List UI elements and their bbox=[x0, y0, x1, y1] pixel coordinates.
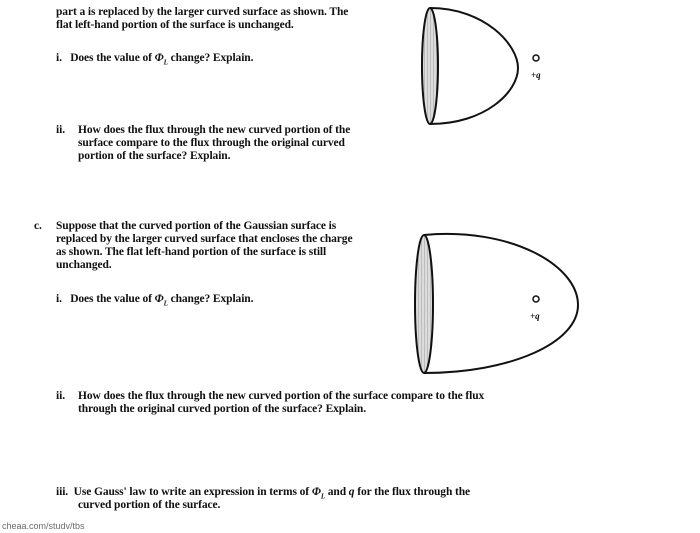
part-c-question-ii-line-2: through the original curved portion of the surface? Explain. bbox=[78, 403, 367, 415]
part-c-question-i bbox=[56, 293, 253, 310]
curved-surface bbox=[424, 234, 578, 373]
phi-l-symbol: $\Phi_L$ bbox=[154, 293, 168, 308]
point-charge bbox=[533, 55, 539, 61]
question-i bbox=[56, 52, 253, 69]
question-ii-number: ii. bbox=[56, 124, 65, 136]
gaussian-surface-figure-small bbox=[400, 0, 560, 125]
intro-line-1: part a is replaced by the larger curved surface as shown. The bbox=[56, 6, 349, 18]
source-watermark: cheaa.com/studv/tbs bbox=[2, 521, 85, 531]
question-i-text-pre: Does the value of bbox=[70, 52, 155, 64]
part-c-question-i-number: i. bbox=[56, 293, 62, 305]
gaussian-surface-figure-large bbox=[400, 225, 590, 380]
part-c-question-i-text-pre: Does the value of bbox=[70, 293, 155, 305]
part-c-question-iii-number: iii. bbox=[56, 486, 69, 498]
part-c-question-i-text-post: change? Explain. bbox=[167, 293, 254, 305]
part-c-question-iii-text-mid: and bbox=[325, 486, 349, 498]
part-c-line-3: as shown. The flat left-hand portion of the surface is still bbox=[56, 246, 327, 258]
charge-label: +q bbox=[531, 70, 541, 80]
part-c-question-iii-text-pre: Use Gauss' law to write an expression in terms of bbox=[73, 486, 312, 498]
intro-line-2: flat left-hand portion of the surface is unchanged. bbox=[56, 19, 294, 31]
phi-l-symbol: $\Phi_L$ bbox=[154, 52, 168, 67]
curved-surface bbox=[430, 8, 518, 124]
part-c-question-iii-line-2: curved portion of the surface. bbox=[78, 499, 221, 511]
q-symbol: q bbox=[348, 486, 355, 498]
question-ii-line-2: surface compare to the flux through the original curved bbox=[78, 137, 345, 149]
point-charge bbox=[533, 296, 539, 302]
question-i-number: i. bbox=[56, 52, 62, 64]
question-ii-line-3: portion of the surface? Explain. bbox=[78, 150, 231, 162]
question-i-text-post: change? Explain. bbox=[167, 52, 254, 64]
part-c-question-iii-text-post: for the flux through the bbox=[354, 486, 471, 498]
question-ii-line-1: How does the flux through the new curved portion of the bbox=[78, 124, 351, 136]
phi-l-symbol: $\Phi_L$ bbox=[311, 486, 325, 501]
flat-surface bbox=[422, 8, 438, 124]
part-c-label: c. bbox=[34, 220, 42, 232]
part-c-question-ii-line-1: How does the flux through the new curved portion of the surface compare to the flux bbox=[78, 390, 485, 402]
part-c-question-ii-number: ii. bbox=[56, 390, 65, 402]
part-c-line-1: Suppose that the curved portion of the Gaussian surface is bbox=[56, 220, 337, 232]
part-c-line-4: unchanged. bbox=[56, 259, 112, 271]
part-c-line-2: replaced by the larger curved surface that encloses the charge bbox=[56, 233, 353, 245]
flat-surface bbox=[415, 235, 433, 373]
charge-label: +q bbox=[530, 311, 540, 321]
